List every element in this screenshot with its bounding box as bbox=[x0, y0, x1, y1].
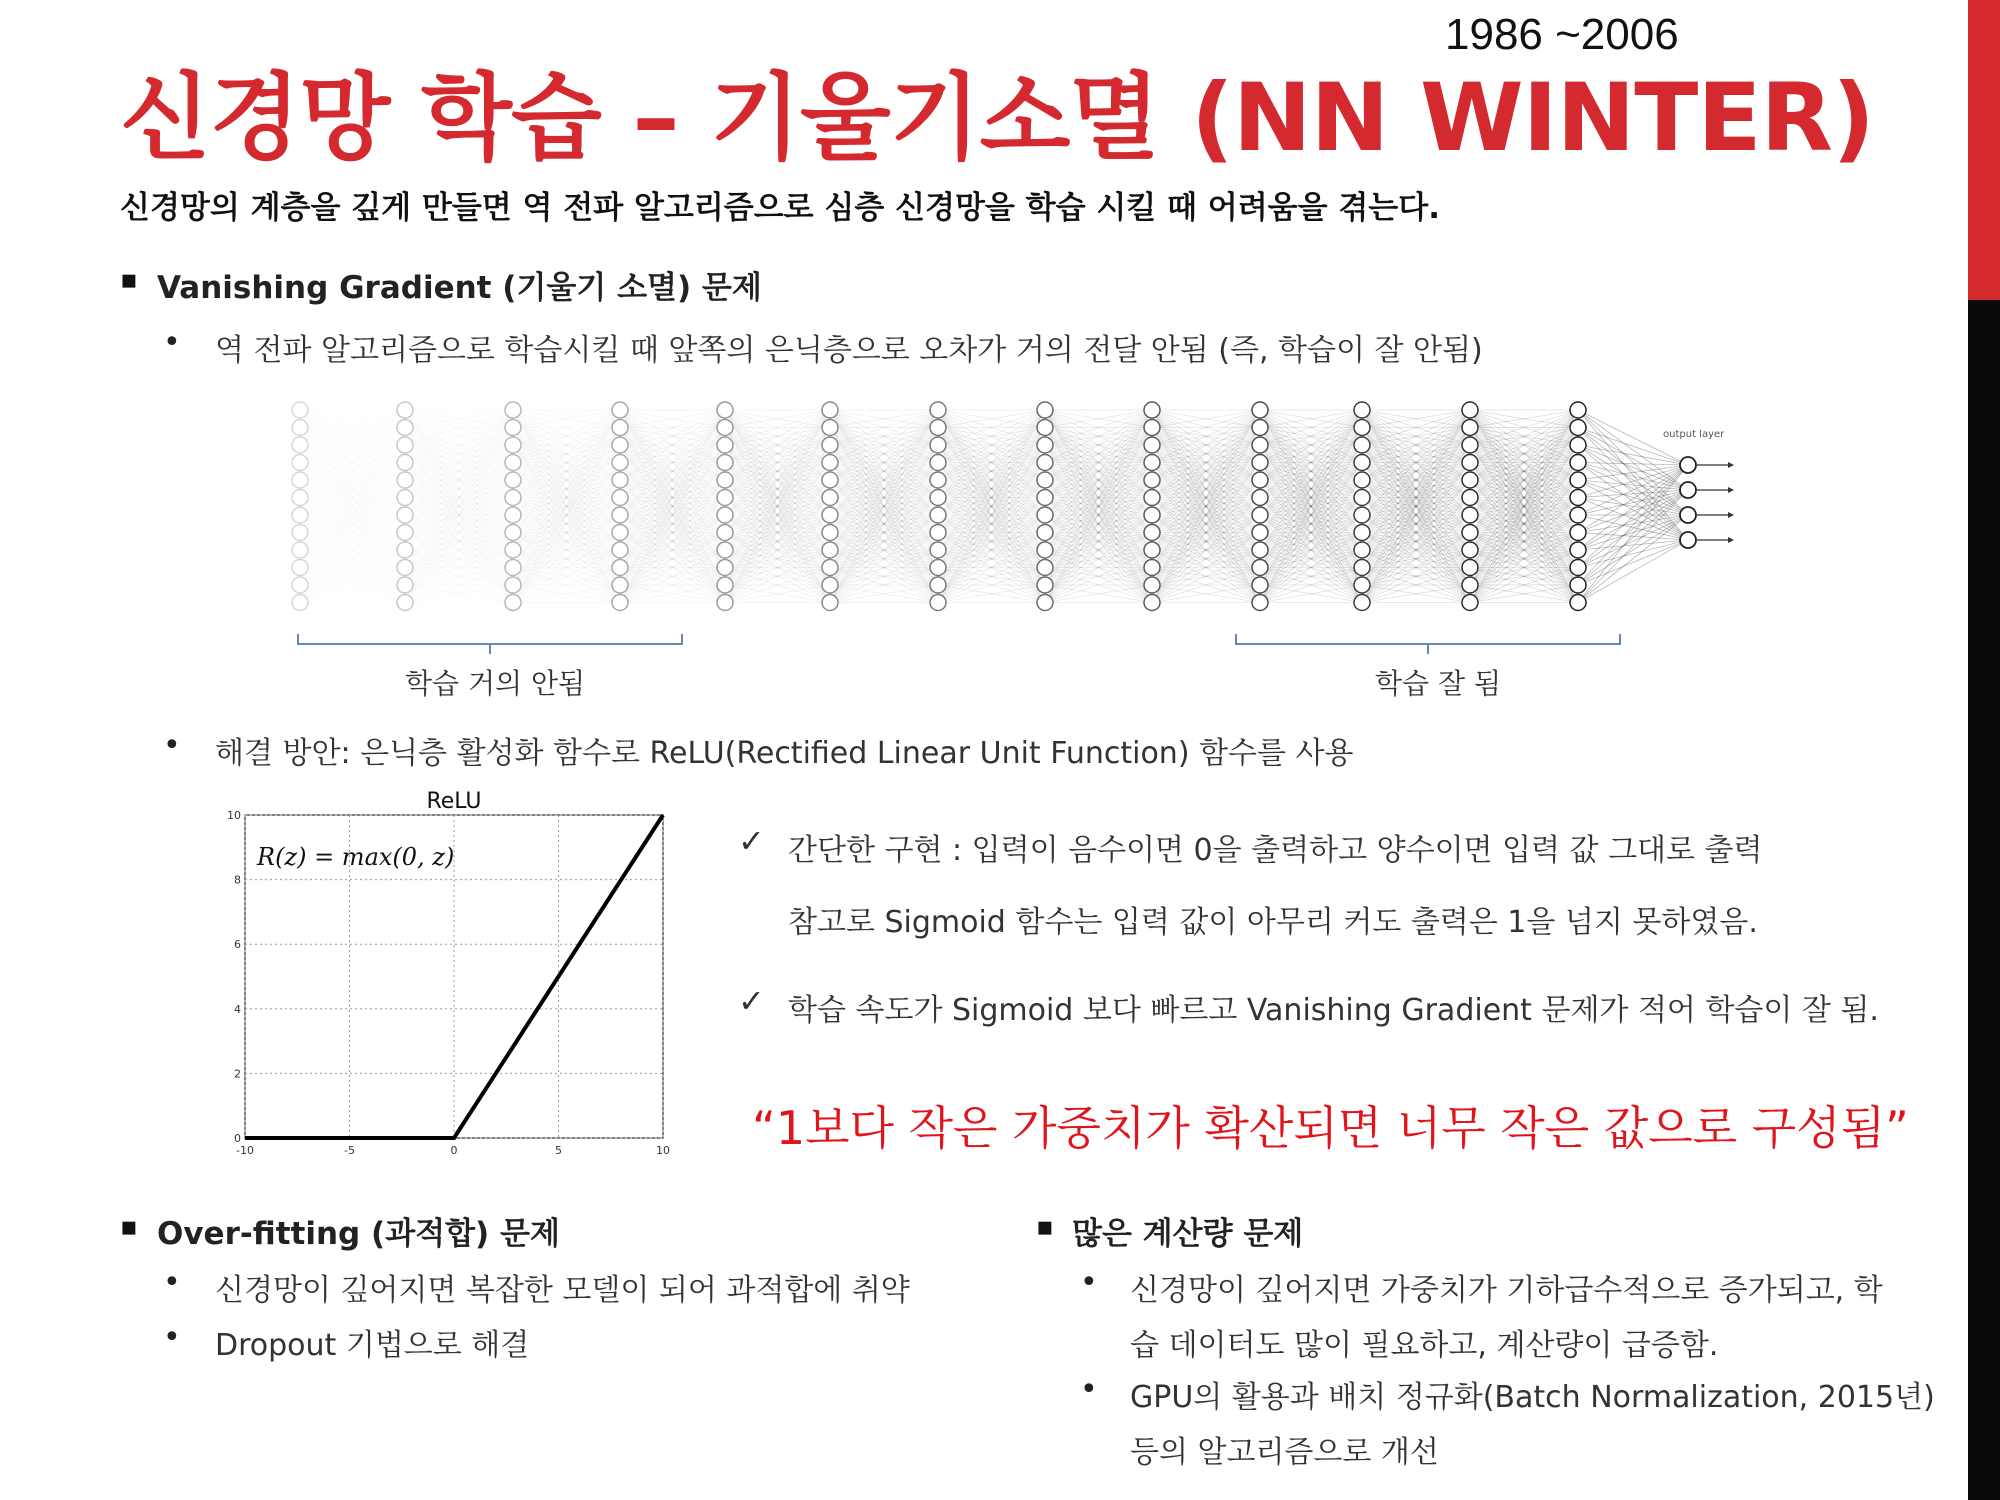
brace-right-label: 학습 잘 됨 bbox=[1375, 667, 1501, 700]
neuron bbox=[505, 420, 521, 436]
neuron bbox=[505, 525, 521, 541]
neuron bbox=[822, 455, 838, 471]
dot-bullet: • bbox=[163, 1265, 181, 1300]
neuron bbox=[1570, 402, 1586, 418]
neuron bbox=[397, 507, 413, 523]
neuron bbox=[505, 577, 521, 593]
accent-bar-red bbox=[1968, 0, 2000, 300]
neuron bbox=[1037, 577, 1053, 593]
neuron bbox=[1570, 420, 1586, 436]
neuron bbox=[717, 472, 733, 488]
neuron bbox=[717, 560, 733, 576]
neuron bbox=[292, 507, 308, 523]
x-tick-label: 5 bbox=[555, 1144, 562, 1157]
neuron bbox=[1462, 595, 1478, 611]
network-layer bbox=[397, 402, 413, 611]
neuron bbox=[1252, 507, 1268, 523]
brace-right bbox=[1228, 632, 1628, 662]
neuron bbox=[1144, 402, 1160, 418]
dot-bullet: • bbox=[163, 325, 181, 360]
relu-check-1-line-1: 간단한 구현 : 입력이 음수이면 0을 출력하고 양수이면 입력 값 그대로 출력 bbox=[788, 833, 1763, 868]
neuron bbox=[1252, 455, 1268, 471]
neuron bbox=[1354, 420, 1370, 436]
neuron bbox=[1570, 472, 1586, 488]
neuron bbox=[1354, 595, 1370, 611]
neuron bbox=[822, 577, 838, 593]
neuron bbox=[717, 420, 733, 436]
network-layer bbox=[1462, 402, 1478, 611]
neuron bbox=[1570, 577, 1586, 593]
neuron bbox=[1462, 472, 1478, 488]
neuron bbox=[612, 560, 628, 576]
computation-bullet-1-line-1: 신경망이 깊어지면 가중치가 기하급수적으로 증가되고, 학 bbox=[1130, 1273, 1883, 1308]
neuron bbox=[397, 437, 413, 453]
vanishing-heading: Vanishing Gradient (기울기 소멸) 문제 bbox=[157, 270, 762, 306]
neuron bbox=[930, 402, 946, 418]
x-tick-label: -10 bbox=[236, 1144, 254, 1157]
neuron bbox=[505, 472, 521, 488]
output-neuron bbox=[1680, 457, 1696, 473]
square-bullet: ▪ bbox=[120, 1212, 138, 1242]
neuron bbox=[1037, 542, 1053, 558]
output-arrowhead bbox=[1728, 537, 1734, 543]
neuron bbox=[1252, 525, 1268, 541]
neuron bbox=[1144, 525, 1160, 541]
neuron bbox=[717, 455, 733, 471]
neuron bbox=[1252, 542, 1268, 558]
accent-bar-black bbox=[1968, 300, 2000, 1500]
neuron bbox=[505, 542, 521, 558]
neuron bbox=[612, 420, 628, 436]
network-layer bbox=[1570, 402, 1586, 611]
neuron bbox=[717, 490, 733, 506]
overfitting-heading: Over-fitting (과적합) 문제 bbox=[157, 1216, 560, 1252]
neuron bbox=[1354, 525, 1370, 541]
relu-chart bbox=[215, 790, 685, 1165]
output-neuron bbox=[1680, 482, 1696, 498]
neuron bbox=[1144, 507, 1160, 523]
computation-bullet-2-line-2: 등의 알고리즘으로 개선 bbox=[1130, 1435, 1439, 1470]
network-layer bbox=[612, 402, 628, 611]
computation-heading: 많은 계산량 문제 bbox=[1072, 1216, 1304, 1252]
y-tick-label: 4 bbox=[234, 1002, 241, 1016]
neuron bbox=[1037, 402, 1053, 418]
neuron bbox=[612, 490, 628, 506]
neuron bbox=[822, 490, 838, 506]
neuron bbox=[717, 577, 733, 593]
neuron bbox=[1462, 490, 1478, 506]
neuron bbox=[1144, 542, 1160, 558]
neuron bbox=[612, 455, 628, 471]
neuron bbox=[1144, 595, 1160, 611]
neuron bbox=[930, 455, 946, 471]
neuron bbox=[717, 507, 733, 523]
neuron bbox=[1462, 525, 1478, 541]
neuron bbox=[292, 455, 308, 471]
neuron bbox=[822, 437, 838, 453]
neuron bbox=[717, 525, 733, 541]
neuron bbox=[930, 507, 946, 523]
neuron bbox=[397, 560, 413, 576]
neuron bbox=[1037, 490, 1053, 506]
neuron bbox=[930, 525, 946, 541]
vanishing-bullet-2: 해결 방안: 은닉층 활성화 함수로 ReLU(Rectified Linear Unit Function) 함수를 사용 bbox=[215, 736, 1354, 771]
neuron bbox=[1462, 542, 1478, 558]
computation-bullet-2-line-1: GPU의 활용과 배치 정규화(Batch Normalization, 2015년) bbox=[1130, 1380, 1935, 1415]
neuron bbox=[822, 507, 838, 523]
network-layer bbox=[1144, 402, 1160, 611]
neuron bbox=[1252, 402, 1268, 418]
neuron bbox=[397, 455, 413, 471]
computation-bullet-1-line-2: 습 데이터도 많이 필요하고, 계산량이 급증함. bbox=[1130, 1328, 1719, 1363]
network-layer bbox=[822, 402, 838, 611]
neuron bbox=[1252, 560, 1268, 576]
neuron bbox=[292, 577, 308, 593]
neuron bbox=[612, 542, 628, 558]
neuron bbox=[1252, 437, 1268, 453]
neural-network-diagram bbox=[280, 385, 1740, 630]
x-tick-label: -5 bbox=[344, 1144, 355, 1157]
dot-bullet: • bbox=[1080, 1265, 1098, 1300]
neuron bbox=[1354, 437, 1370, 453]
neuron bbox=[1252, 490, 1268, 506]
neuron bbox=[1037, 472, 1053, 488]
neuron bbox=[397, 525, 413, 541]
highlight-quote: “1보다 작은 가중치가 확산되면 너무 작은 값으로 구성됨” bbox=[752, 1101, 1909, 1155]
square-bullet: ▪ bbox=[1036, 1212, 1054, 1242]
neuron bbox=[717, 595, 733, 611]
neuron bbox=[397, 402, 413, 418]
neuron bbox=[1462, 420, 1478, 436]
neuron bbox=[1252, 472, 1268, 488]
neuron bbox=[292, 472, 308, 488]
output-layer bbox=[1680, 457, 1734, 548]
neuron bbox=[1462, 577, 1478, 593]
output-arrowhead bbox=[1728, 487, 1734, 493]
neuron bbox=[612, 507, 628, 523]
neuron bbox=[1354, 507, 1370, 523]
neuron bbox=[1144, 577, 1160, 593]
neuron bbox=[1462, 507, 1478, 523]
x-tick-label: 10 bbox=[656, 1144, 670, 1157]
neuron bbox=[1252, 420, 1268, 436]
vanishing-bullet-1: 역 전파 알고리즘으로 학습시킬 때 앞쪽의 은닉층으로 오차가 거의 전달 안됨 (즉, 학습이 잘 안됨) bbox=[215, 333, 1483, 368]
x-tick-label: 0 bbox=[450, 1144, 458, 1157]
network-layer bbox=[1252, 402, 1268, 611]
neuron bbox=[1037, 560, 1053, 576]
neuron bbox=[1570, 437, 1586, 453]
neuron bbox=[1570, 595, 1586, 611]
dot-bullet: • bbox=[1080, 1372, 1098, 1407]
neuron bbox=[612, 595, 628, 611]
year-range: 1986 ~2006 bbox=[1445, 10, 1679, 59]
formula-label: R(z) = max(0, z) bbox=[257, 843, 455, 871]
brace-left bbox=[290, 632, 690, 662]
neuron bbox=[505, 437, 521, 453]
neuron bbox=[1570, 455, 1586, 471]
y-tick-label: 0 bbox=[234, 1132, 241, 1145]
neuron bbox=[1037, 455, 1053, 471]
neuron bbox=[717, 542, 733, 558]
check-icon: ✓ bbox=[738, 982, 765, 1020]
square-bullet: ▪ bbox=[120, 265, 138, 295]
neuron bbox=[822, 420, 838, 436]
neuron bbox=[1037, 420, 1053, 436]
neuron bbox=[397, 577, 413, 593]
brace-left-label: 학습 거의 안됨 bbox=[405, 667, 586, 700]
output-neuron bbox=[1680, 532, 1696, 548]
y-tick-label: 6 bbox=[234, 938, 241, 952]
neuron bbox=[292, 595, 308, 611]
neuron bbox=[930, 560, 946, 576]
neuron bbox=[397, 542, 413, 558]
neuron bbox=[822, 595, 838, 611]
y-tick-label: 8 bbox=[234, 873, 241, 887]
dot-bullet: • bbox=[163, 1320, 181, 1355]
neuron bbox=[717, 402, 733, 418]
neuron bbox=[397, 490, 413, 506]
neuron bbox=[1037, 525, 1053, 541]
neuron bbox=[505, 595, 521, 611]
neuron bbox=[1354, 455, 1370, 471]
neuron bbox=[612, 472, 628, 488]
overfitting-bullet-1: 신경망이 깊어지면 복잡한 모델이 되어 과적합에 취약 bbox=[215, 1273, 910, 1308]
neuron bbox=[1570, 490, 1586, 506]
neuron bbox=[505, 507, 521, 523]
neuron bbox=[1144, 437, 1160, 453]
dot-bullet: • bbox=[163, 728, 181, 763]
neuron bbox=[1037, 437, 1053, 453]
neuron bbox=[292, 525, 308, 541]
neuron bbox=[930, 437, 946, 453]
neuron bbox=[292, 437, 308, 453]
neuron bbox=[717, 437, 733, 453]
neuron bbox=[292, 420, 308, 436]
neuron bbox=[505, 455, 521, 471]
output-neuron bbox=[1680, 507, 1696, 523]
neuron bbox=[1462, 560, 1478, 576]
neuron bbox=[822, 525, 838, 541]
relu-check-2: 학습 속도가 Sigmoid 보다 빠르고 Vanishing Gradient 문제가 적어 학습이 잘 됨. bbox=[788, 993, 1879, 1028]
check-icon: ✓ bbox=[738, 822, 765, 860]
neuron bbox=[1570, 542, 1586, 558]
neuron bbox=[1570, 507, 1586, 523]
network-layer bbox=[930, 402, 946, 611]
neuron bbox=[1354, 560, 1370, 576]
network-layer bbox=[292, 402, 308, 611]
neuron bbox=[612, 525, 628, 541]
neuron bbox=[930, 577, 946, 593]
neuron bbox=[612, 577, 628, 593]
neuron bbox=[822, 402, 838, 418]
neuron bbox=[1252, 595, 1268, 611]
neuron bbox=[397, 472, 413, 488]
chart-title: ReLU bbox=[426, 790, 482, 814]
relu-check-1-line-2: 참고로 Sigmoid 함수는 입력 값이 아무리 커도 출력은 1을 넘지 못하였음. bbox=[788, 905, 1758, 940]
neuron bbox=[1144, 472, 1160, 488]
neuron bbox=[612, 402, 628, 418]
neuron bbox=[397, 595, 413, 611]
neuron bbox=[1037, 507, 1053, 523]
neuron bbox=[612, 437, 628, 453]
neuron bbox=[822, 542, 838, 558]
overfitting-bullet-2: Dropout 기법으로 해결 bbox=[215, 1328, 530, 1363]
neuron bbox=[930, 595, 946, 611]
slide-subtitle: 신경망의 계층을 깊게 만들면 역 전파 알고리즘으로 심층 신경망을 학습 시킬 때 어려움을 겪는다. bbox=[120, 190, 1440, 226]
neuron bbox=[1144, 560, 1160, 576]
network-layer bbox=[1037, 402, 1053, 611]
neuron bbox=[1144, 490, 1160, 506]
neuron bbox=[1252, 577, 1268, 593]
neuron bbox=[292, 560, 308, 576]
neuron bbox=[1144, 455, 1160, 471]
neuron bbox=[930, 420, 946, 436]
y-tick-label: 2 bbox=[234, 1067, 241, 1081]
neuron bbox=[1354, 490, 1370, 506]
y-tick-label: 10 bbox=[227, 809, 241, 822]
neuron bbox=[930, 472, 946, 488]
neuron bbox=[505, 560, 521, 576]
neuron bbox=[1570, 560, 1586, 576]
network-layer bbox=[505, 402, 521, 611]
neuron bbox=[397, 420, 413, 436]
output-arrowhead bbox=[1728, 462, 1734, 468]
network-layer bbox=[1354, 402, 1370, 611]
neuron bbox=[505, 402, 521, 418]
neuron bbox=[930, 490, 946, 506]
neuron bbox=[1354, 577, 1370, 593]
output-layer-label: output layer bbox=[1663, 429, 1725, 440]
neuron bbox=[822, 472, 838, 488]
neuron bbox=[1462, 455, 1478, 471]
neuron bbox=[292, 490, 308, 506]
output-arrowhead bbox=[1728, 512, 1734, 518]
neuron bbox=[822, 560, 838, 576]
neuron bbox=[1570, 525, 1586, 541]
slide-title: 신경망 학습 – 기울기소멸 (NN WINTER) bbox=[120, 64, 1874, 173]
neuron bbox=[292, 542, 308, 558]
neuron bbox=[1354, 472, 1370, 488]
network-layer bbox=[717, 402, 733, 611]
neuron bbox=[1354, 542, 1370, 558]
neuron bbox=[1462, 402, 1478, 418]
neuron bbox=[930, 542, 946, 558]
neuron bbox=[505, 490, 521, 506]
neuron bbox=[1144, 420, 1160, 436]
neuron bbox=[1037, 595, 1053, 611]
neuron bbox=[1462, 437, 1478, 453]
neuron bbox=[292, 402, 308, 418]
neuron bbox=[1354, 402, 1370, 418]
